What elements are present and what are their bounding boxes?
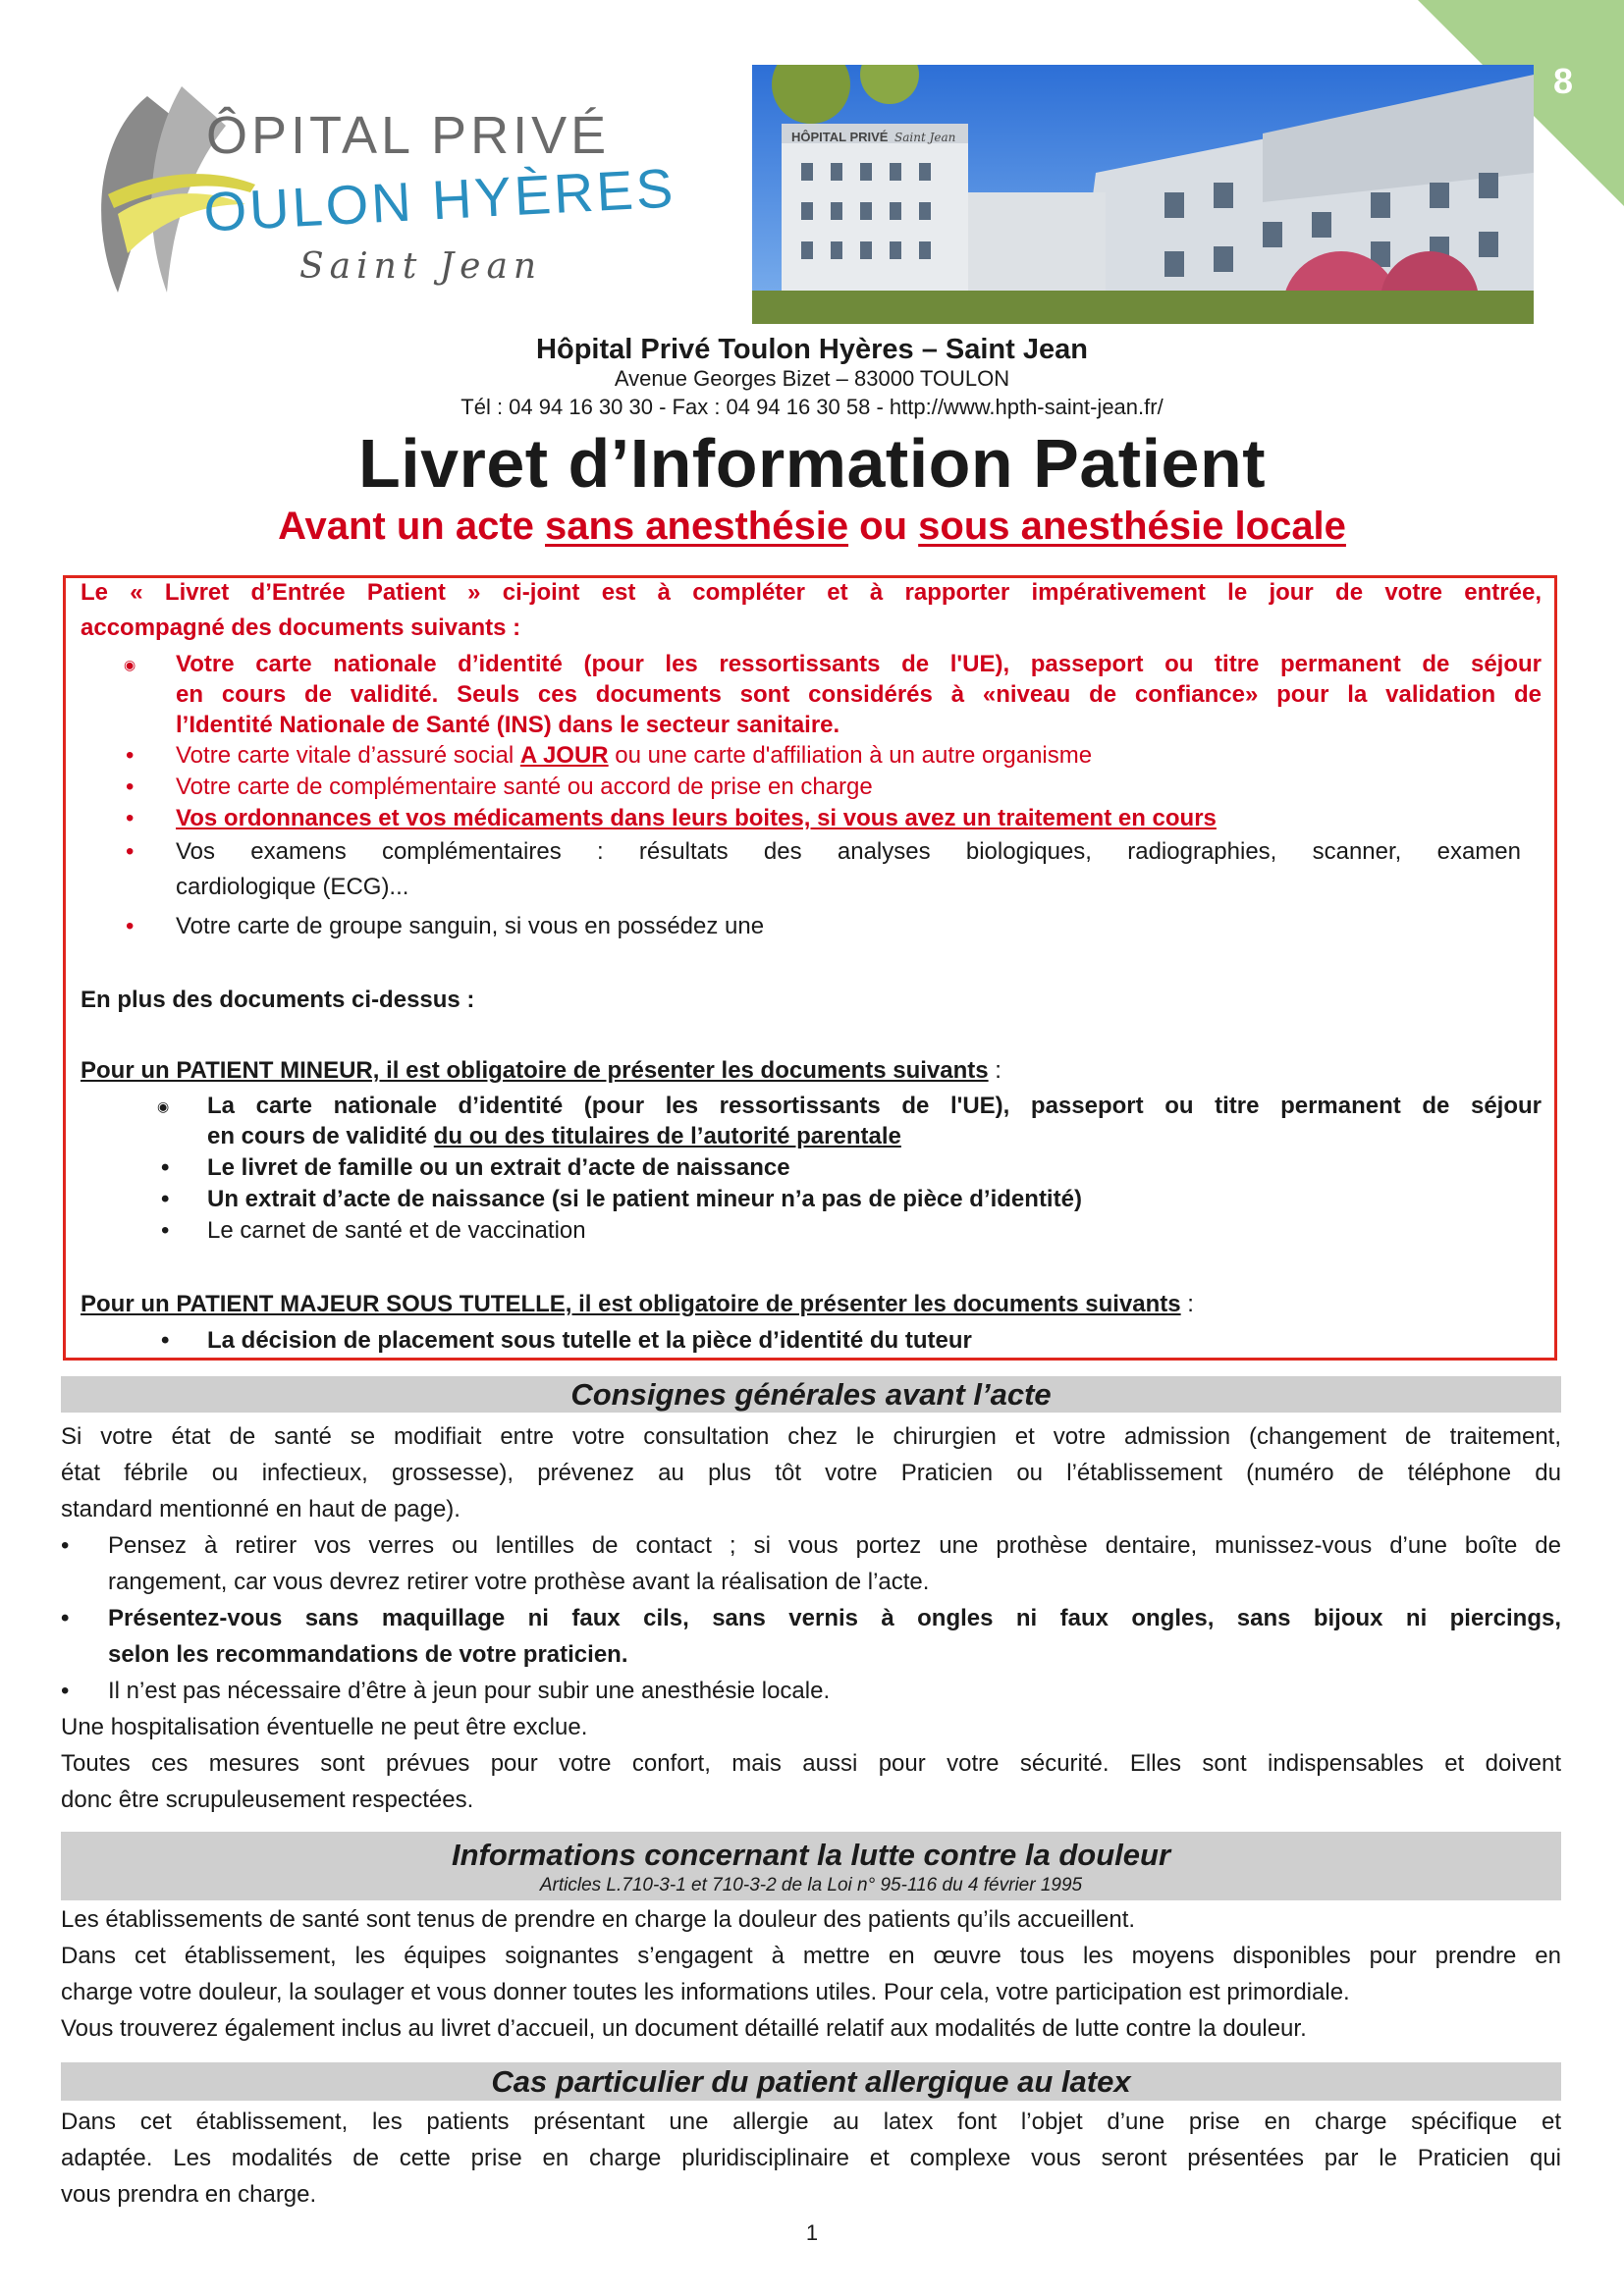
section-consignes-heading: Consignes générales avant l’acte: [61, 1376, 1561, 1413]
mineur-id-line-2: en cours de validité du ou des titulaires de l’autorité parentale: [207, 1123, 901, 1149]
bullet-icon: •: [126, 913, 135, 939]
consignes-p1-line3: standard mentionné en haut de page).: [61, 1496, 460, 1522]
bullet-icon: •: [61, 1678, 70, 1704]
latex-line-3: vous prendra en charge.: [61, 2181, 317, 2208]
majeur-heading: Pour un PATIENT MAJEUR SOUS TUTELLE, il est obligatoire de présenter les documents suivants :: [81, 1291, 1194, 1317]
douleur-p1: Les établissements de santé sont tenus de prendre en charge la douleur des patients qu’ils accueillent.: [61, 1906, 1136, 1933]
bullet-icon: •: [61, 1532, 70, 1559]
consignes-p1-line2: état fébrile ou infectieux, grossesse), prévenez au plus tôt votre Praticien ou l’établissement (numéro de téléphone du: [61, 1460, 1561, 1486]
consignes-b2-line1: Présentez-vous sans maquillage ni faux cils, sans vernis à ongles ni faux ongles, sans bijoux ni piercings,: [108, 1605, 1561, 1631]
douleur-articles: Articles L.710-3-1 et 710-3-2 de la Loi n° 95-116 du 4 février 1995: [539, 1875, 1083, 1896]
vitale-item: Votre carte vitale d’assuré social A JOUR ou une carte d'affiliation à un autre organisme: [176, 742, 1093, 769]
bullet-icon: •: [126, 805, 135, 831]
logo-line1: ÔPITAL PRIVÉ: [206, 106, 611, 165]
douleur-p2-line2: charge votre douleur, la soulager et vous donner toutes les informations utiles. Pour cela, votre participation est primordiale.: [61, 1979, 1350, 2005]
examens-line-1: Vos examens complémentaires : résultats des analyses biologiques, radiographies, scanner, examen: [176, 838, 1521, 865]
page-badge: 8: [1552, 61, 1573, 101]
hospital-contact: Tél : 04 94 16 30 30 - Fax : 04 94 16 30 58 - http://www.hpth-saint-jean.fr/: [460, 395, 1164, 419]
extrait-item: Un extrait d’acte de naissance (si le patient mineur n’a pas de pièce d’identité): [207, 1186, 1082, 1212]
id-line-2: en cours de validité. Seuls ces documents sont considérés à «niveau de confiance» pour la validation de: [176, 681, 1542, 708]
page-title: Livret d’Information Patient: [357, 425, 1267, 502]
bullet-icon: •: [161, 1186, 170, 1212]
section-latex-heading: Cas particulier du patient allergique au latex: [61, 2062, 1561, 2101]
hospital-address: Avenue Georges Bizet – 83000 TOULON: [614, 366, 1010, 391]
examens-line-2: cardiologique (ECG)...: [176, 874, 409, 900]
bullet-icon: •: [61, 1605, 70, 1631]
consignes-p3-line2: donc être scrupuleusement respectées.: [61, 1787, 474, 1813]
photo-sign-2: Saint Jean: [894, 131, 956, 144]
page-number: 1: [805, 2220, 819, 2245]
mineur-id-line-1: La carte nationale d’identité (pour les ressortissants de l'UE), passeport ou titre permanent de séjour: [207, 1093, 1542, 1119]
consignes-p2: Une hospitalisation éventuelle ne peut être exclue.: [61, 1714, 588, 1740]
bullet-icon: •: [126, 742, 135, 769]
carnet-item: Le carnet de santé et de vaccination: [207, 1217, 586, 1244]
consignes-b1-line1: Pensez à retirer vos verres ou lentilles de contact ; si vous portez une prothèse dentaire, munissez-vous d’une boîte de: [108, 1532, 1561, 1559]
logo-line3: Saint Jean: [299, 246, 543, 287]
latex-line-2: adaptée. Les modalités de cette prise en charge pluridisciplinaire et complexe vous seront présentées par le Praticien qui: [61, 2145, 1561, 2171]
hospital-logo: [88, 77, 717, 312]
logo-line2: OULON HYÈRES: [201, 156, 677, 243]
bullet-icon: •: [161, 1154, 170, 1181]
consignes-p1-line1: Si votre état de santé se modifiait entre votre consultation chez le chirurgien et votre admission (changement de traitement,: [61, 1423, 1561, 1450]
hospital-photo: [752, 65, 1534, 324]
livret-item: Le livret de famille ou un extrait d’acte de naissance: [207, 1154, 790, 1181]
consignes-b2-line2: selon les recommandations de votre praticien.: [108, 1641, 628, 1668]
latex-line-1: Dans cet établissement, les patients présentant une allergie au latex font l’objet d’une prise en charge spécifique et: [61, 2109, 1561, 2135]
bullet-icon: •: [161, 1327, 170, 1354]
groupe-item: Votre carte de groupe sanguin, si vous en possédez une: [176, 913, 765, 939]
consignes-b1-line2: rangement, car vous devrez retirer votre prothèse avant la réalisation de l’acte.: [108, 1569, 930, 1595]
consignes-b3: Il n’est pas nécessaire d’être à jeun pour subir une anesthésie locale.: [108, 1678, 831, 1704]
douleur-p2-line1: Dans cet établissement, les équipes soignantes s’engagent à mettre en œuvre tous les moyens disponibles pour prendre en: [61, 1943, 1561, 1969]
en-plus-heading: En plus des documents ci-dessus :: [81, 987, 475, 1013]
consignes-p3-line1: Toutes ces mesures sont prévues pour votre confort, mais aussi pour votre sécurité. Elles sont indispensables et doivent: [61, 1750, 1561, 1777]
id-line-1: Votre carte nationale d’identité (pour les ressortissants de l'UE), passeport ou titre permanent de séjour: [176, 651, 1542, 677]
mineur-heading: Pour un PATIENT MINEUR, il est obligatoire de présenter les documents suivants :: [81, 1057, 1001, 1084]
douleur-title: Informations concernant la lutte contre la douleur: [451, 1838, 1171, 1872]
page-subtitle: Avant un acte sans anesthésie ou sous anesthésie locale: [278, 505, 1346, 548]
hospital-name: Hôpital Privé Toulon Hyères – Saint Jean: [536, 334, 1088, 365]
section-douleur-heading: [61, 1832, 1561, 1900]
bullet-icon: •: [161, 1217, 170, 1244]
ordonnances-item: Vos ordonnances et vos médicaments dans leurs boites, si vous avez un traitement en cours: [176, 805, 1217, 831]
intro-line-2: accompagné des documents suivants :: [81, 614, 521, 641]
mutuelle-item: Votre carte de complémentaire santé ou accord de prise en charge: [176, 774, 873, 800]
intro-line-1: Le « Livret d’Entrée Patient » ci-joint est à compléter et à rapporter impérativement le jour de votre entrée,: [81, 579, 1542, 606]
bullet-icon: ◉: [124, 657, 136, 672]
bullet-icon: •: [126, 774, 135, 800]
douleur-p3: Vous trouverez également inclus au livret d’accueil, un document détaillé relatif aux modalités de lutte contre la douleur.: [61, 2015, 1307, 2042]
tutelle-item: La décision de placement sous tutelle et la pièce d’identité du tuteur: [207, 1327, 972, 1354]
bullet-icon: ◉: [157, 1098, 170, 1114]
photo-sign-1: HÔPITAL PRIVÉ: [791, 130, 889, 144]
id-line-3: l’Identité Nationale de Santé (INS) dans le secteur sanitaire.: [176, 712, 840, 738]
bullet-icon: •: [126, 838, 135, 865]
